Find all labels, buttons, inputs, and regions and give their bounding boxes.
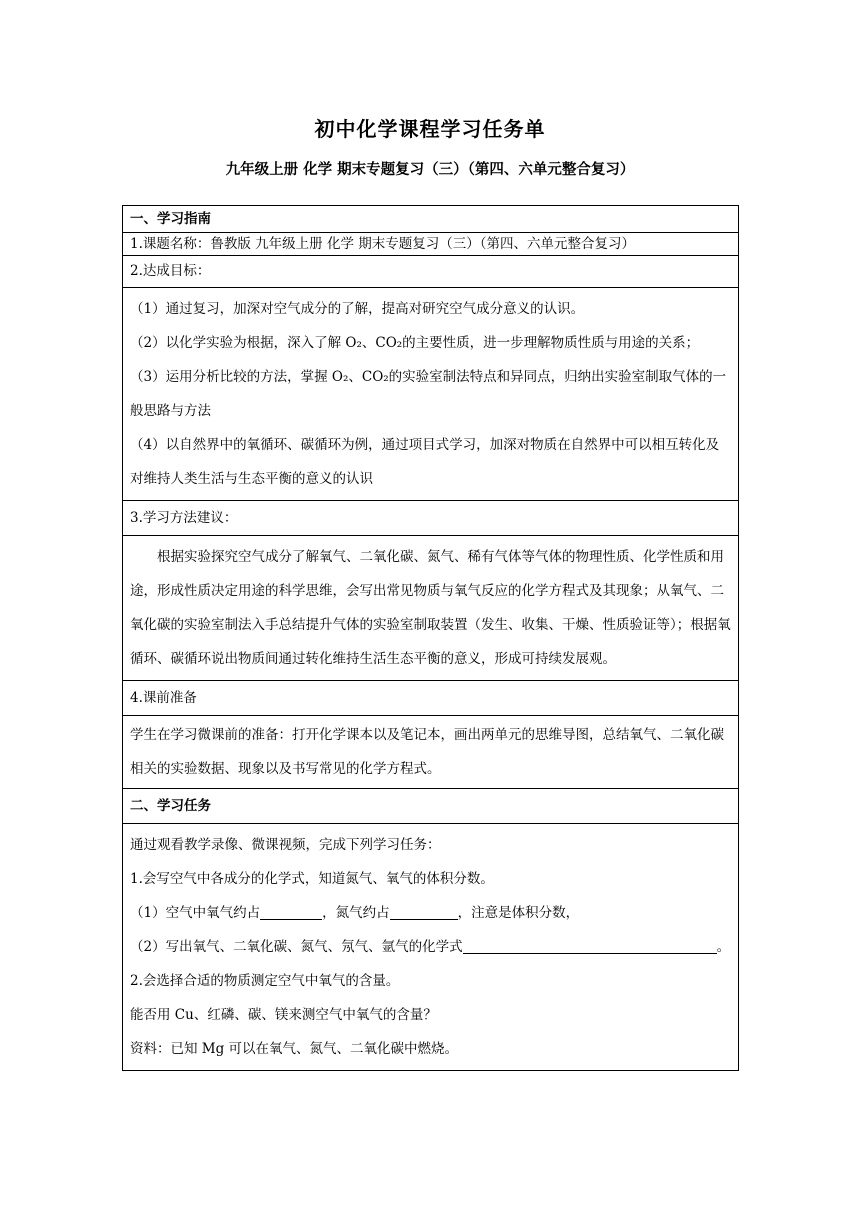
goals-cell [123,288,739,501]
tasks-intro: 通过观看教学录像、微课视频，完成下列学习任务： [130,837,441,853]
task-question-1: 1.会写空气中各成分的化学式，知道氮气、氧气的体积分数。 [130,871,494,887]
task-question-2-info: 资料：已知 Mg 可以在氧气、氮气、二氧化碳中燃烧。 [130,1041,459,1057]
q1b-prefix: （2）写出氧气、二氧化碳、氮气、氖气、氩气的化学式 [130,939,463,955]
q1a-suffix: ，注意是体积分数， [457,905,580,921]
task-table [122,205,739,1071]
goal-item: （2）以化学实验为根据，深入了解 O₂、CO₂的主要性质，进一步理解物质性质与用途的关系； [130,335,700,351]
task-question-1b [130,930,731,964]
q1a-mid: ，氮气约占 [322,905,390,921]
task-question-2-prompt: 能否用 Cu、红磷、碳、镁来测空气中氧气的含量？ [130,1007,437,1023]
q1a-prefix: （1）空气中氧气约占 [130,905,261,921]
page-title: 初中化学课程学习任务单 [314,117,546,141]
topic-name: 1.课题名称：鲁教版 九年级上册 化学 期末专题复习（三）（第四、六单元整合复习） [123,233,739,256]
goals-label: 2.达成目标： [123,256,739,288]
page-subtitle: 九年级上册 化学 期末专题复习（三）（第四、六单元整合复习） [225,161,635,178]
method-label: 3.学习方法建议： [123,501,739,536]
q1b-suffix: 。 [716,939,731,955]
prep-text [123,716,739,789]
task-question-2: 2.会选择合适的物质测定空气中氧气的含量。 [130,973,400,989]
goal-item: （3）运用分析比较的方法，掌握 O₂、CO₂的实验室制法特点和异同点，归纳出实验室制取气体的一般思路与方法 [130,369,727,419]
goal-item: （1）通过复习，加深对空气成分的了解，提高对研究空气成分意义的认识。 [130,301,585,317]
method-text [123,536,739,681]
task-question-1a [130,896,731,930]
prep-label: 4.课前准备 [123,681,739,716]
method-paragraph: 根据实验探究空气成分了解氧气、二氧化碳、氮气、稀有气体等气体的物理性质、化学性质和用途，形成性质决定用途的科学思维，会写出常见物质与氧气反应的化学方程式及其现象；从氧气、二氧化碳的实验室制法入手总结提升气体的实验室制取装置（发生、收集、干燥、性质验证等）；根据氧循环、碳循环说出物质间通过转化维持生活生态平衡的意义，形成可持续发展观。 [130,549,731,667]
oxygen-fraction-blank[interactable] [260,906,322,921]
section-heading-tasks: 二、学习任务 [123,789,739,824]
prep-paragraph: 学生在学习微课前的准备：打开化学课本以及笔记本，画出两单元的思维导图，总结氧气、二氧化碳相关的实验数据、现象以及书写常见的化学方程式。 [130,727,724,777]
nitrogen-fraction-blank[interactable] [390,906,458,921]
section-heading-guide: 一、学习指南 [123,206,739,233]
goal-item: （4）以自然界中的氧循环、碳循环为例，通过项目式学习，加深对物质在自然界中可以相互转化及对维持人类生活与生态平衡的意义的认识 [130,437,720,487]
formula-blank[interactable] [463,940,717,955]
tasks-cell [123,824,739,1071]
